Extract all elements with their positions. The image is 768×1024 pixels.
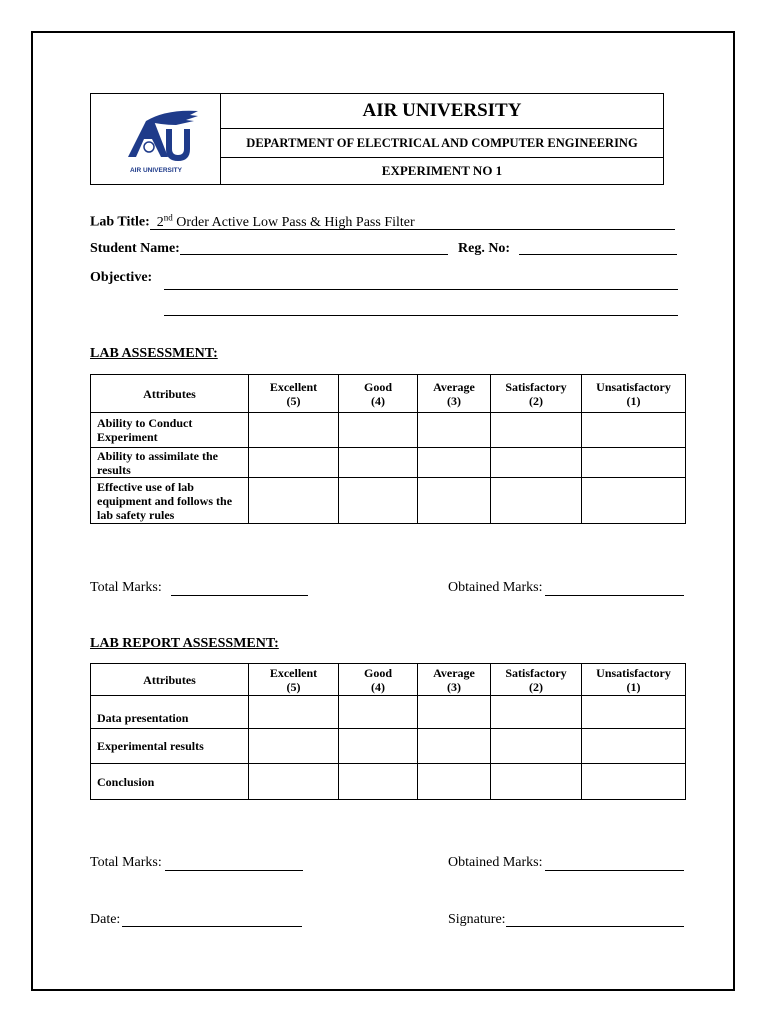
report-total-marks-label: Total Marks: [90, 855, 162, 870]
objective-label: Objective: [90, 270, 153, 285]
column-header: Average (3) [418, 664, 491, 696]
score-cell[interactable] [491, 478, 582, 524]
score-cell[interactable] [582, 413, 686, 448]
score-cell[interactable] [249, 764, 339, 800]
column-header: Unsatisfactory (1) [582, 375, 686, 413]
column-header: Unsatisfactory (1) [582, 664, 686, 696]
score-cell[interactable] [249, 413, 339, 448]
report-obtained-marks-field[interactable] [545, 870, 684, 871]
score-cell[interactable] [582, 764, 686, 800]
lab-total-marks-field[interactable] [171, 595, 308, 596]
column-header: Average (3) [418, 375, 491, 413]
score-cell[interactable] [418, 729, 491, 764]
lab-obtained-marks-field[interactable] [545, 595, 684, 596]
score-cell[interactable] [249, 696, 339, 729]
column-header: Good (4) [339, 375, 418, 413]
attribute-cell: Experimental results [91, 729, 249, 764]
lab-title-label: Lab Title: [90, 214, 150, 230]
score-cell[interactable] [339, 413, 418, 448]
score-cell[interactable] [582, 729, 686, 764]
score-cell[interactable] [249, 729, 339, 764]
logo-text: AIR UNIVERSITY [129, 167, 182, 174]
department-name: DEPARTMENT OF ELECTRICAL AND COMPUTER ENGINEERING [221, 129, 663, 158]
objective-line-2[interactable] [164, 315, 678, 316]
column-header: Satisfactory (2) [491, 664, 582, 696]
column-header: Excellent (5) [249, 375, 339, 413]
score-cell[interactable] [339, 696, 418, 729]
score-cell[interactable] [582, 696, 686, 729]
objective-line-1[interactable] [164, 289, 678, 290]
column-header: Excellent (5) [249, 664, 339, 696]
lab-assessment-table [90, 374, 686, 524]
score-cell[interactable] [249, 478, 339, 524]
date-field[interactable] [122, 926, 302, 927]
table-row [91, 696, 686, 729]
score-cell[interactable] [491, 764, 582, 800]
lab-assessment-title: LAB ASSESSMENT: [90, 346, 218, 361]
column-header: Satisfactory (2) [491, 375, 582, 413]
university-logo [91, 94, 221, 184]
score-cell[interactable] [249, 448, 339, 478]
report-total-marks-field[interactable] [165, 870, 303, 871]
reg-no-field[interactable] [519, 254, 677, 255]
date-label: Date: [90, 912, 121, 927]
table-row [91, 448, 686, 478]
table-row [91, 729, 686, 764]
score-cell[interactable] [418, 696, 491, 729]
attribute-cell: Effective use of lab equipment and follows the lab safety rules [91, 478, 249, 524]
signature-label: Signature: [448, 912, 506, 927]
lab-title-value: 2nd Order Active Low Pass & High Pass Filter [156, 212, 415, 230]
column-header: Attributes [91, 664, 249, 696]
score-cell[interactable] [582, 478, 686, 524]
score-cell[interactable] [491, 413, 582, 448]
score-cell[interactable] [418, 764, 491, 800]
attribute-cell: Data presentation [91, 696, 249, 729]
student-name-field[interactable] [180, 254, 448, 255]
score-cell[interactable] [491, 729, 582, 764]
reg-no-label: Reg. No: [458, 241, 511, 256]
score-cell[interactable] [418, 478, 491, 524]
attribute-cell: Conclusion [91, 764, 249, 800]
score-cell[interactable] [339, 448, 418, 478]
lab-assessment-header-row [91, 375, 686, 413]
score-cell[interactable] [339, 729, 418, 764]
signature-field[interactable] [506, 926, 684, 927]
attribute-cell: Ability to Conduct Experiment [91, 413, 249, 448]
lab-obtained-marks-label: Obtained Marks: [448, 580, 543, 595]
attribute-cell: Ability to assimilate the results [91, 448, 249, 478]
report-assessment-header-row [91, 664, 686, 696]
university-name: AIR UNIVERSITY [221, 94, 663, 129]
experiment-number: EXPERIMENT NO 1 [381, 163, 503, 178]
table-row [91, 478, 686, 524]
column-header: Attributes [91, 375, 249, 413]
report-assessment-title: LAB REPORT ASSESSMENT: [90, 636, 279, 651]
score-cell[interactable] [418, 413, 491, 448]
score-cell[interactable] [582, 448, 686, 478]
lab-total-marks-label: Total Marks: [90, 580, 162, 595]
document-header [90, 93, 664, 185]
score-cell[interactable] [491, 696, 582, 729]
score-cell[interactable] [339, 764, 418, 800]
score-cell[interactable] [418, 448, 491, 478]
lab-title-line [150, 229, 675, 230]
score-cell[interactable] [491, 448, 582, 478]
report-assessment-table [90, 663, 686, 800]
lab-title-row [90, 212, 415, 231]
table-row [91, 413, 686, 448]
student-name-label: Student Name: [90, 241, 180, 256]
table-row [91, 764, 686, 800]
column-header: Good (4) [339, 664, 418, 696]
score-cell[interactable] [339, 478, 418, 524]
report-obtained-marks-label: Obtained Marks: [448, 855, 543, 870]
